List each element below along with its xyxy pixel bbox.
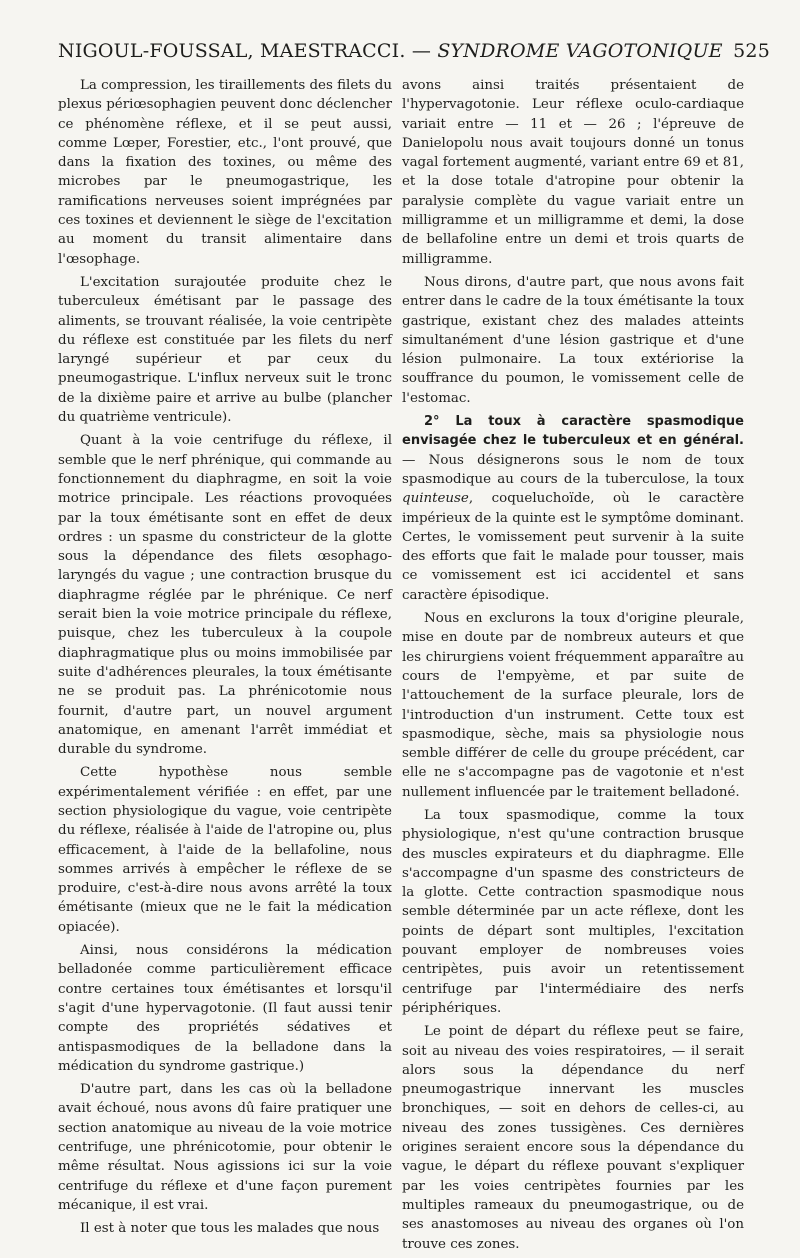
- section-heading: 2° La toux à caractère spasmodique envisagée chez le tuberculeux et en général.: [402, 414, 744, 449]
- right-column: [402, 76, 744, 1258]
- paragraph: Nous en exclurons la toux d'origine pleurale, mise en doute par de nombreux auteurs et que les chirurgiens voient fréquemment apparaître au cours de l'empyème, et par suite de l'attouchement de la surface pleurale, lors de l'introduction d'un instrument. Cette toux est spasmodique, sèche, mais sa physiologie nous semble différer de celle du groupe précédent, car elle ne s'accompagne pas de vagotonie et n'est nullement influencée par le traitement belladoné.: [402, 611, 744, 800]
- paragraph: Il est à noter que tous les malades que nous: [80, 1221, 380, 1237]
- paragraph: Ainsi, nous considérons la médication belladonée comme particulièrement efficace contre certaines toux émétisantes et lorsqu'il s'agit d'une hypervagotonie. (Il faut aussi tenir compte des propriétés sédatives et antispasmodiques de la belladone dans la médication du syndrome gastrique.): [58, 943, 392, 1074]
- section-text-b: , coqueluchoïde, où le caractère impérieux de la quinte est le symptôme dominant. Certes, le vomissement peut survenir à la suite des efforts que fait le malade pour tousser, mais ce vomissement est ici accidentel et sans caractère épisodique.: [402, 491, 744, 603]
- header-authors: NIGOUL-FOUSSAL, MAESTRACCI.: [58, 40, 406, 62]
- paragraph: La toux spasmodique, comme la toux physiologique, n'est qu'une contraction brusque des muscles expirateurs et du diaphragme. Elle s'accompagne d'un spasme des constricteurs de la glotte. Cette contraction spasmodique nous semble déterminée par un acte réflexe, dont les points de départ sont multiples, l'excitation pouvant employer de nombreuses voies centripètes, puis avoir un retentissement centrifuge par l'intermédiaire des nerfs périphériques.: [402, 807, 744, 1016]
- header-title: SYNDROME VAGOTONIQUE: [437, 40, 723, 62]
- running-header: [58, 36, 770, 66]
- paragraph: D'autre part, dans les cas où la belladone avait échoué, nous avons dû faire pratiquer une section anatomique au niveau de la voie motrice centrifuge, une phrénicotomie, pour obtenir le même résultat. Nous agissions ici sur la voie centrifuge du réflexe et d'une façon purement mécanique, il est vrai.: [58, 1082, 392, 1213]
- page-number: 525: [733, 40, 770, 62]
- paragraph: Cette hypothèse nous semble expérimentalement vérifiée : en effet, par une section physiologique du vague, voie centripète du réflexe, réalisée à l'aide de l'atropine ou, plus efficacement, à l'aide de la bellafoline, nous sommes arrivés à empêcher le réflexe de se produire, c'est-à-dire nous avons arrêté la toux émétisante (mieux que ne le fait la médication opiacée).: [58, 765, 392, 935]
- paragraph: La compression, les tiraillements des filets du plexus périœsophagien peuvent donc déclencher ce phénomène réflexe, et il se peut aussi, comme Lœper, Forestier, etc., l'ont prouvé, que dans la fixation des toxines, ou même des microbes par le pneumogastrique, les ramifications nerveuses soient imprégnées par ces toxines et deviennent le siège de l'excitation au moment du transit alimentaire dans l'œsophage.: [58, 78, 392, 267]
- section-text-italic: quinteuse: [402, 491, 469, 507]
- section-paragraph: [402, 412, 744, 605]
- section-text-a: — Nous désignerons sous le nom de toux spasmodique au cours de la tuberculose, la toux: [402, 452, 744, 487]
- left-column: [58, 76, 392, 1243]
- header-dash: —: [411, 40, 432, 62]
- paragraph: Nous dirons, d'autre part, que nous avons fait entrer dans le cadre de la toux émétisante la toux gastrique, existant chez des malades atteints simultanément d'une lésion gastrique et d'une lésion pulmonaire. La toux extériorise la souffrance du poumon, le vomissement celle de l'estomac.: [402, 274, 744, 406]
- paragraph: Quant à la voie centrifuge du réflexe, il semble que le nerf phrénique, qui commande au fonctionnement du diaphragme, en soit la voie motrice principale. Les réactions provoquées par la toux émétisante sont en effet de deux ordres : un spasme du constricteur de la glotte sous la dépendance des filets œsophago-laryngés du vague ; une contraction brusque du diaphragme réglée par le phrénique. Ce nerf serait bien la voie motrice principale du réflexe, puisque, chez les tuberculeux à la coupole diaphragmatique plus ou moins immobilisée par suite d'adhérences pleurales, la toux émétisante ne se produit pas. La phrénicotomie nous fournit, d'autre part, un nouvel argument anatomique, en amenant l'arrêt immédiat et durable du syndrome.: [58, 433, 392, 758]
- paragraph: Le point de départ du réflexe peut se faire, soit au niveau des voies respiratoires, — il serait alors sous la dépendance du nerf pneumogastrique innervant les muscles bronchiques, — soit en dehors de celles-ci, au niveau des zones tussigènes. Ces dernières origines seraient encore sous la dépendance du vague, le départ du réflexe pouvant s'expliquer par les voies centripètes fournies par les multiples rameaux du pneumogastrique, ou de ses anastomoses au niveau des organes où l'on trouve ces zones.: [402, 1024, 744, 1252]
- paragraph: L'excitation surajoutée produite chez le tuberculeux émétisant par le passage des aliments, se trouvant réalisée, la voie centripète du réflexe est constituée par les filets du nerf laryngé supérieur et par ceux du pneumogastrique. L'influx nerveux suit le tronc de la dixième paire et arrive au bulbe (plancher du quatrième ventricule).: [58, 274, 392, 426]
- paragraph-continued: avons ainsi traités présentaient de l'hypervagotonie. Leur réflexe oculo-cardiaque variait entre — 11 et — 26 ; l'épreuve de Danielopolu nous avait toujours donné un tonus vagal fortement augmenté, variant entre 69 et 81, et la dose totale d'atropine pour obtenir la paralysie complète du vague variait entre un milligramme et un milligramme et demi, la dose de bellafoline entre un demi et trois quarts de milligramme.: [402, 78, 744, 267]
